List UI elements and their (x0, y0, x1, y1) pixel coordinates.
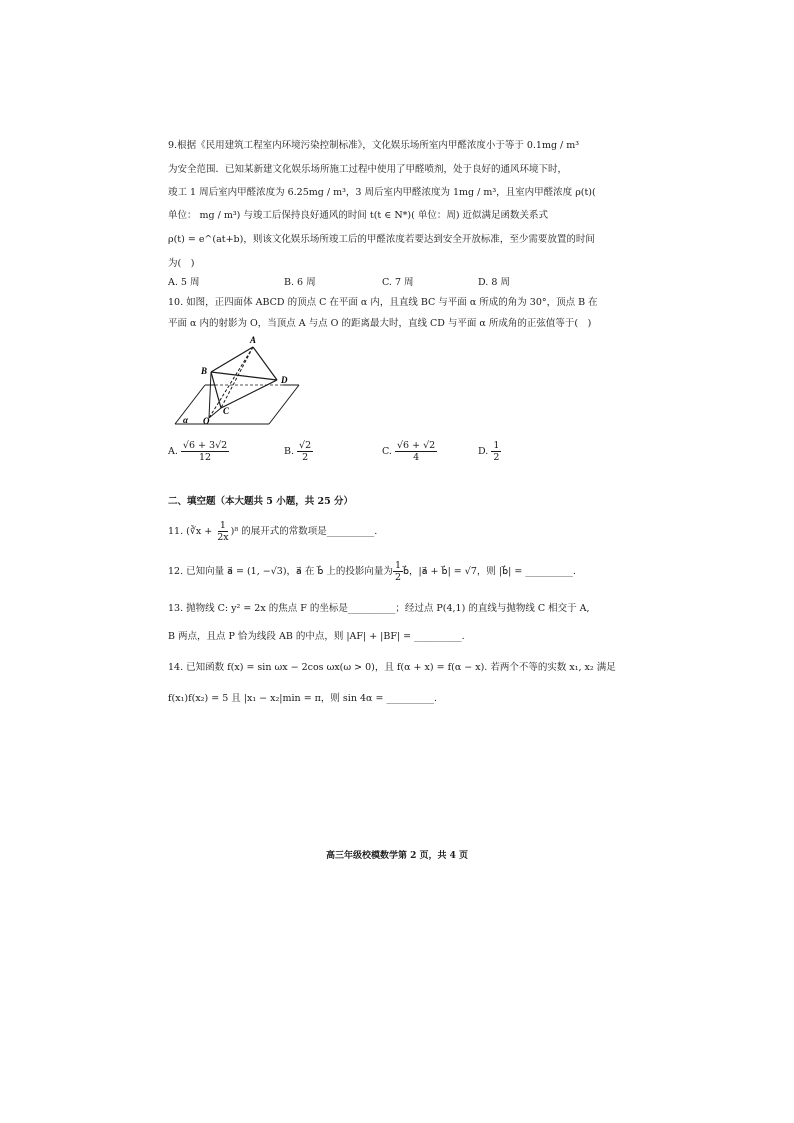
q10-option-b-num: √2 (299, 440, 312, 451)
q10-line-2: 平面 α 内的射影为 O，当顶点 A 与点 O 的距离最大时，直线 CD 与平面 α 所成角的正弦值等于( ) (168, 318, 592, 329)
q14-line-1: 14. 已知函数 f(x) = sin ωx − 2cos ωx(ω > 0)，且 f(α + x) = f(α − x). 若两个不等的实数 x₁, x₂ 满足 (168, 662, 616, 673)
q10-option-a (168, 440, 229, 463)
edge-ad (253, 347, 277, 380)
q11-den: 2x (217, 532, 229, 543)
label-b: B (201, 366, 208, 376)
q13-line-2: B 两点，且点 P 恰为线段 AB 的中点，则 |AF| + |BF| = __________. (168, 631, 465, 642)
q10-option-c-num: √6 + √2 (396, 440, 436, 451)
edge-ba (211, 347, 253, 372)
segment-ao (209, 347, 253, 418)
q10-option-b-den: 2 (302, 452, 309, 463)
q13-line-1: 13. 抛物线 C: y² = 2x 的焦点 F 的坐标是__________；经过点 P(4,1) 的直线与抛物线 C 相交于 A, (168, 603, 590, 614)
q12-suffix: b⃗，|a⃗ + b⃗| = √7，则 |b⃗| = __________. (402, 566, 576, 577)
q12 (168, 560, 576, 583)
q9-line-6: 为( ) (168, 258, 195, 269)
label-a: A (250, 335, 257, 345)
q11-suffix: )⁸ 的展开式的常数项是__________. (230, 526, 378, 537)
edge-bc (211, 372, 221, 408)
q12-num: 1 (394, 560, 401, 571)
q10-option-c-den: 4 (413, 452, 420, 463)
q12-fraction (393, 560, 403, 583)
q9-line-2: 为安全范围．已知某新建文化娱乐场所施工过程中使用了甲醛喷剂，处于良好的通风环境下时， (168, 164, 568, 175)
q11-num: 1 (219, 520, 226, 531)
q9-option-b: B. 6 周 (284, 277, 316, 288)
segment-oc (209, 408, 221, 418)
q9-option-d: D. 8 周 (478, 277, 510, 288)
q10-option-d (478, 440, 501, 463)
section-heading: 二、填空题（本大题共 5 小题，共 25 分） (168, 496, 354, 507)
label-alpha: α (183, 415, 188, 425)
label-c: C (223, 406, 230, 416)
page-footer: 高三年级校模数学第 2 页，共 4 页 (325, 851, 469, 861)
tetrahedron-figure (165, 332, 315, 432)
q10-option-b-letter: B. (284, 446, 295, 457)
q11-fraction (215, 520, 230, 543)
q10-option-b-fraction (297, 440, 313, 463)
q10-option-b (284, 440, 313, 463)
q10-option-d-num: 1 (493, 440, 500, 451)
label-o: O (203, 416, 210, 426)
q10-option-c-fraction (395, 440, 437, 463)
q10-option-a-den: 12 (199, 452, 212, 463)
edge-cd (221, 380, 277, 408)
q10-option-a-num: √6 + 3√2 (182, 440, 228, 451)
plane-edge-right (269, 385, 299, 424)
q12-prefix: 12. 已知向量 a⃗ = (1, −√3)，a⃗ 在 b⃗ 上的投影向量为 (168, 566, 393, 577)
q10-option-d-letter: D. (478, 446, 489, 457)
q9-line-5: ρ(t) = e^(at+b)，则该文化娱乐场所竣工后的甲醛浓度若要达到安全开放标准，至少需要放置的时间 (168, 234, 595, 245)
q9-line-3: 竣工 1 周后室内甲醛浓度为 6.25mg / m³，3 周后室内甲醛浓度为 1mg / m³，且室内甲醛浓度 ρ(t)( (168, 187, 596, 198)
q11-prefix: 11. (∛x + (168, 526, 216, 537)
q9-line-1: 9.根据《民用建筑工程室内环境污染控制标准》，文化娱乐场所室内甲醛浓度小于等于 0.1mg / m³ (168, 140, 580, 151)
q10-option-d-fraction (491, 440, 501, 463)
q10-option-c (382, 440, 437, 463)
plane-edge-left (175, 385, 205, 424)
q9-option-c: C. 7 周 (382, 277, 414, 288)
q10-option-a-fraction (181, 440, 229, 463)
q10-option-d-den: 2 (493, 452, 500, 463)
q10-option-c-letter: C. (382, 446, 392, 457)
q12-den: 2 (394, 572, 401, 583)
q14-line-2: f(x₁)f(x₂) = 5 且 |x₁ − x₂|min = π，则 sin 4α = __________. (168, 693, 437, 704)
segment-bo (209, 372, 211, 418)
q11 (168, 520, 377, 543)
edge-bd (211, 372, 277, 380)
q10-option-a-letter: A. (168, 446, 178, 457)
q10-line-1: 10. 如图，正四面体 ABCD 的顶点 C 在平面 α 内，且直线 BC 与平面 α 所成的角为 30°，顶点 B 在 (168, 297, 598, 308)
label-d: D (281, 375, 288, 385)
q9-line-4: 单位： mg / m³) 与竣工后保持良好通风的时间 t(t ∈ N*)( 单位：周) 近似满足函数关系式 (168, 210, 549, 221)
q9-option-a: A. 5 周 (168, 277, 200, 288)
